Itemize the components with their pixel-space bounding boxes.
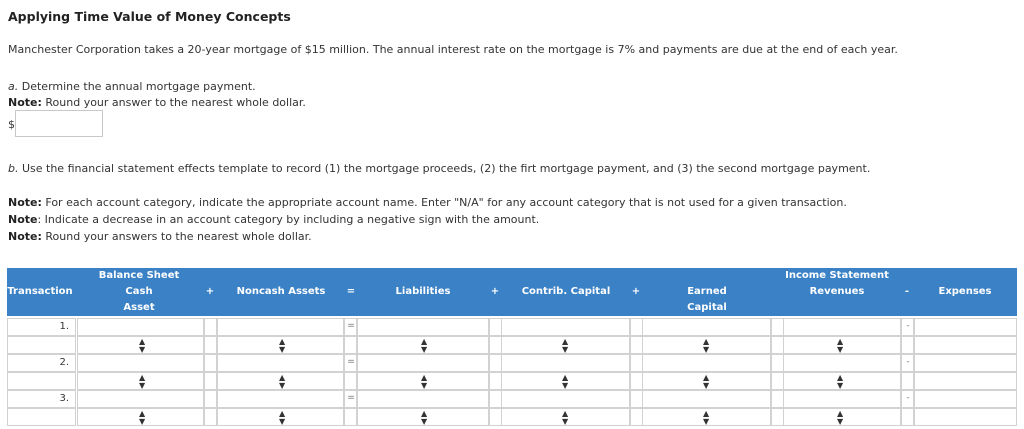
select-arrow-icon: ▲ ▼ xyxy=(703,373,710,390)
equals-operator: = xyxy=(347,357,355,367)
part-b-text: Use the financial statement effects template to record (1) the mortgage proceeds, (2) the firt mortgage payment, and (3) the second mortgage payment. xyxy=(18,162,871,175)
header-income-statement: Income Statement xyxy=(785,270,889,281)
operator-cell xyxy=(344,372,357,390)
noncash-account-select[interactable] xyxy=(217,336,344,354)
header-balance-sheet: Balance Sheet xyxy=(98,270,180,281)
operator-cell xyxy=(630,336,643,354)
operator-cell xyxy=(901,408,914,426)
revenues-account-select[interactable] xyxy=(777,336,901,354)
select-arrow-icon: ▲ ▼ xyxy=(421,373,428,390)
operator-cell xyxy=(344,336,357,354)
select-arrow-icon: ▲ ▼ xyxy=(837,373,844,390)
table-header xyxy=(7,268,1017,316)
minus-operator: - xyxy=(906,357,910,367)
revenues-account-select[interactable] xyxy=(777,408,901,426)
earned-amount-input[interactable] xyxy=(639,318,771,336)
operator-cell xyxy=(630,390,643,408)
equals-operator: = xyxy=(347,393,355,403)
transaction-label: 3. xyxy=(59,393,69,404)
liabilities-amount-input[interactable] xyxy=(357,354,489,372)
contrib-amount-input[interactable] xyxy=(498,390,630,408)
select-arrow-icon: ▲ ▼ xyxy=(562,373,569,390)
note-3-text: Round your answers to the nearest whole dollar. xyxy=(41,230,312,243)
operator-cell xyxy=(344,408,357,426)
earned-amount-input[interactable] xyxy=(639,354,771,372)
header-earned: Earned xyxy=(687,286,727,297)
currency-symbol: $ xyxy=(8,118,15,131)
noncash-account-select[interactable] xyxy=(217,372,344,390)
revenues-amount-input[interactable] xyxy=(777,354,901,372)
note-2-text: : Indicate a decrease in an account category by including a negative sign with the amount. xyxy=(37,213,540,226)
cash-account-select[interactable] xyxy=(77,336,204,354)
header-liabilities: Liabilities xyxy=(395,286,451,297)
select-arrow-icon: ▲ ▼ xyxy=(139,337,146,354)
operator-cell xyxy=(489,354,502,372)
operator-cell xyxy=(489,390,502,408)
header-minus: - xyxy=(904,286,910,297)
note-2-label: Note xyxy=(8,213,38,226)
liabilities-amount-input[interactable] xyxy=(357,390,489,408)
part-b-question xyxy=(8,162,870,175)
operator-cell xyxy=(630,318,643,336)
header-equals: = xyxy=(346,286,356,297)
part-a-question xyxy=(8,80,256,93)
operator-cell xyxy=(771,354,784,372)
mortgage-payment-input[interactable] xyxy=(15,110,103,137)
cash-amount-input[interactable] xyxy=(77,318,204,336)
transaction-label: 2. xyxy=(59,357,69,368)
earned-account-select[interactable] xyxy=(639,408,771,426)
problem-statement: Manchester Corporation takes a 20-year mortgage of $15 million. The annual interest rate on the mortgage is 7% and payments are due at the end of each year. xyxy=(8,43,898,56)
note-3 xyxy=(8,230,312,243)
earned-account-select[interactable] xyxy=(639,336,771,354)
operator-cell xyxy=(771,318,784,336)
transaction-cell xyxy=(7,336,76,354)
revenues-amount-input[interactable] xyxy=(777,390,901,408)
operator-cell xyxy=(630,408,643,426)
earned-account-select[interactable] xyxy=(639,372,771,390)
header-contrib-capital: Contrib. Capital xyxy=(521,286,611,297)
expenses-amount-input[interactable] xyxy=(914,318,1017,336)
operator-cell xyxy=(204,408,217,426)
select-arrow-icon: ▲ ▼ xyxy=(703,337,710,354)
operator-cell xyxy=(204,354,217,372)
operator-cell xyxy=(771,372,784,390)
cash-account-select[interactable] xyxy=(77,372,204,390)
cash-account-select[interactable] xyxy=(77,408,204,426)
select-arrow-icon: ▲ ▼ xyxy=(279,409,286,426)
operator-cell xyxy=(489,372,502,390)
select-arrow-icon: ▲ ▼ xyxy=(703,409,710,426)
page-title: Applying Time Value of Money Concepts xyxy=(8,9,291,24)
expenses-account-select[interactable] xyxy=(914,372,1017,390)
note-2 xyxy=(8,213,539,226)
transaction-cell xyxy=(7,408,76,426)
noncash-amount-input[interactable] xyxy=(217,318,344,336)
cash-amount-input[interactable] xyxy=(77,354,204,372)
part-a-note xyxy=(8,96,306,109)
operator-cell xyxy=(204,318,217,336)
header-asset: Asset xyxy=(123,302,155,313)
operator-cell xyxy=(204,372,217,390)
operator-cell xyxy=(771,408,784,426)
liabilities-amount-input[interactable] xyxy=(357,318,489,336)
operator-cell xyxy=(204,390,217,408)
contrib-account-select[interactable] xyxy=(498,336,630,354)
operator-cell xyxy=(771,336,784,354)
header-cash: Cash xyxy=(125,286,153,297)
transaction-cell xyxy=(7,372,76,390)
revenues-account-select[interactable] xyxy=(777,372,901,390)
contrib-amount-input[interactable] xyxy=(498,318,630,336)
expenses-account-select[interactable] xyxy=(914,408,1017,426)
select-arrow-icon: ▲ ▼ xyxy=(837,409,844,426)
contrib-amount-input[interactable] xyxy=(498,354,630,372)
select-arrow-icon: ▲ ▼ xyxy=(421,409,428,426)
operator-cell xyxy=(771,390,784,408)
operator-cell xyxy=(630,372,643,390)
operator-cell xyxy=(630,354,643,372)
part-a-text: Determine the annual mortgage payment. xyxy=(18,80,256,93)
transaction-label: 1. xyxy=(59,321,69,332)
select-arrow-icon: ▲ ▼ xyxy=(421,337,428,354)
note-1 xyxy=(8,196,847,209)
select-arrow-icon: ▲ ▼ xyxy=(279,373,286,390)
liabilities-account-select[interactable] xyxy=(357,372,489,390)
note-3-label: Note: xyxy=(8,230,42,243)
expenses-account-select[interactable] xyxy=(914,336,1017,354)
note-1-label: Note: xyxy=(8,196,42,209)
select-arrow-icon: ▲ ▼ xyxy=(139,373,146,390)
contrib-account-select[interactable] xyxy=(498,372,630,390)
operator-cell xyxy=(901,372,914,390)
header-capital: Capital xyxy=(687,302,727,313)
liabilities-account-select[interactable] xyxy=(357,336,489,354)
header-plus-2: + xyxy=(490,286,500,297)
liabilities-account-select[interactable] xyxy=(357,408,489,426)
select-arrow-icon: ▲ ▼ xyxy=(837,337,844,354)
select-arrow-icon: ▲ ▼ xyxy=(562,337,569,354)
operator-cell xyxy=(489,408,502,426)
operator-cell xyxy=(489,318,502,336)
contrib-account-select[interactable] xyxy=(498,408,630,426)
operator-cell xyxy=(204,336,217,354)
cash-amount-input[interactable] xyxy=(77,390,204,408)
noncash-amount-input[interactable] xyxy=(217,354,344,372)
header-transaction: Transaction xyxy=(7,286,73,297)
operator-cell xyxy=(901,336,914,354)
part-a-label: a. xyxy=(8,80,19,93)
header-plus-1: + xyxy=(205,286,215,297)
expenses-amount-input[interactable] xyxy=(914,354,1017,372)
equals-operator: = xyxy=(347,321,355,331)
earned-amount-input[interactable] xyxy=(639,390,771,408)
part-a-note-label: Note: xyxy=(8,96,42,109)
minus-operator: - xyxy=(906,321,910,331)
select-arrow-icon: ▲ ▼ xyxy=(139,409,146,426)
header-revenues: Revenues xyxy=(809,286,865,297)
note-1-text: For each account category, indicate the appropriate account name. Enter "N/A" for any account category that is not used for a given transaction. xyxy=(41,196,847,209)
operator-cell xyxy=(489,336,502,354)
noncash-account-select[interactable] xyxy=(217,408,344,426)
select-arrow-icon: ▲ ▼ xyxy=(562,409,569,426)
expenses-amount-input[interactable] xyxy=(914,390,1017,408)
part-b-label: b. xyxy=(8,162,19,175)
noncash-amount-input[interactable] xyxy=(217,390,344,408)
header-expenses: Expenses xyxy=(938,286,992,297)
revenues-amount-input[interactable] xyxy=(777,318,901,336)
header-noncash-assets: Noncash Assets xyxy=(236,286,326,297)
select-arrow-icon: ▲ ▼ xyxy=(279,337,286,354)
part-a-note-text: Round your answer to the nearest whole dollar. xyxy=(41,96,306,109)
header-plus-3: + xyxy=(631,286,641,297)
minus-operator: - xyxy=(906,393,910,403)
